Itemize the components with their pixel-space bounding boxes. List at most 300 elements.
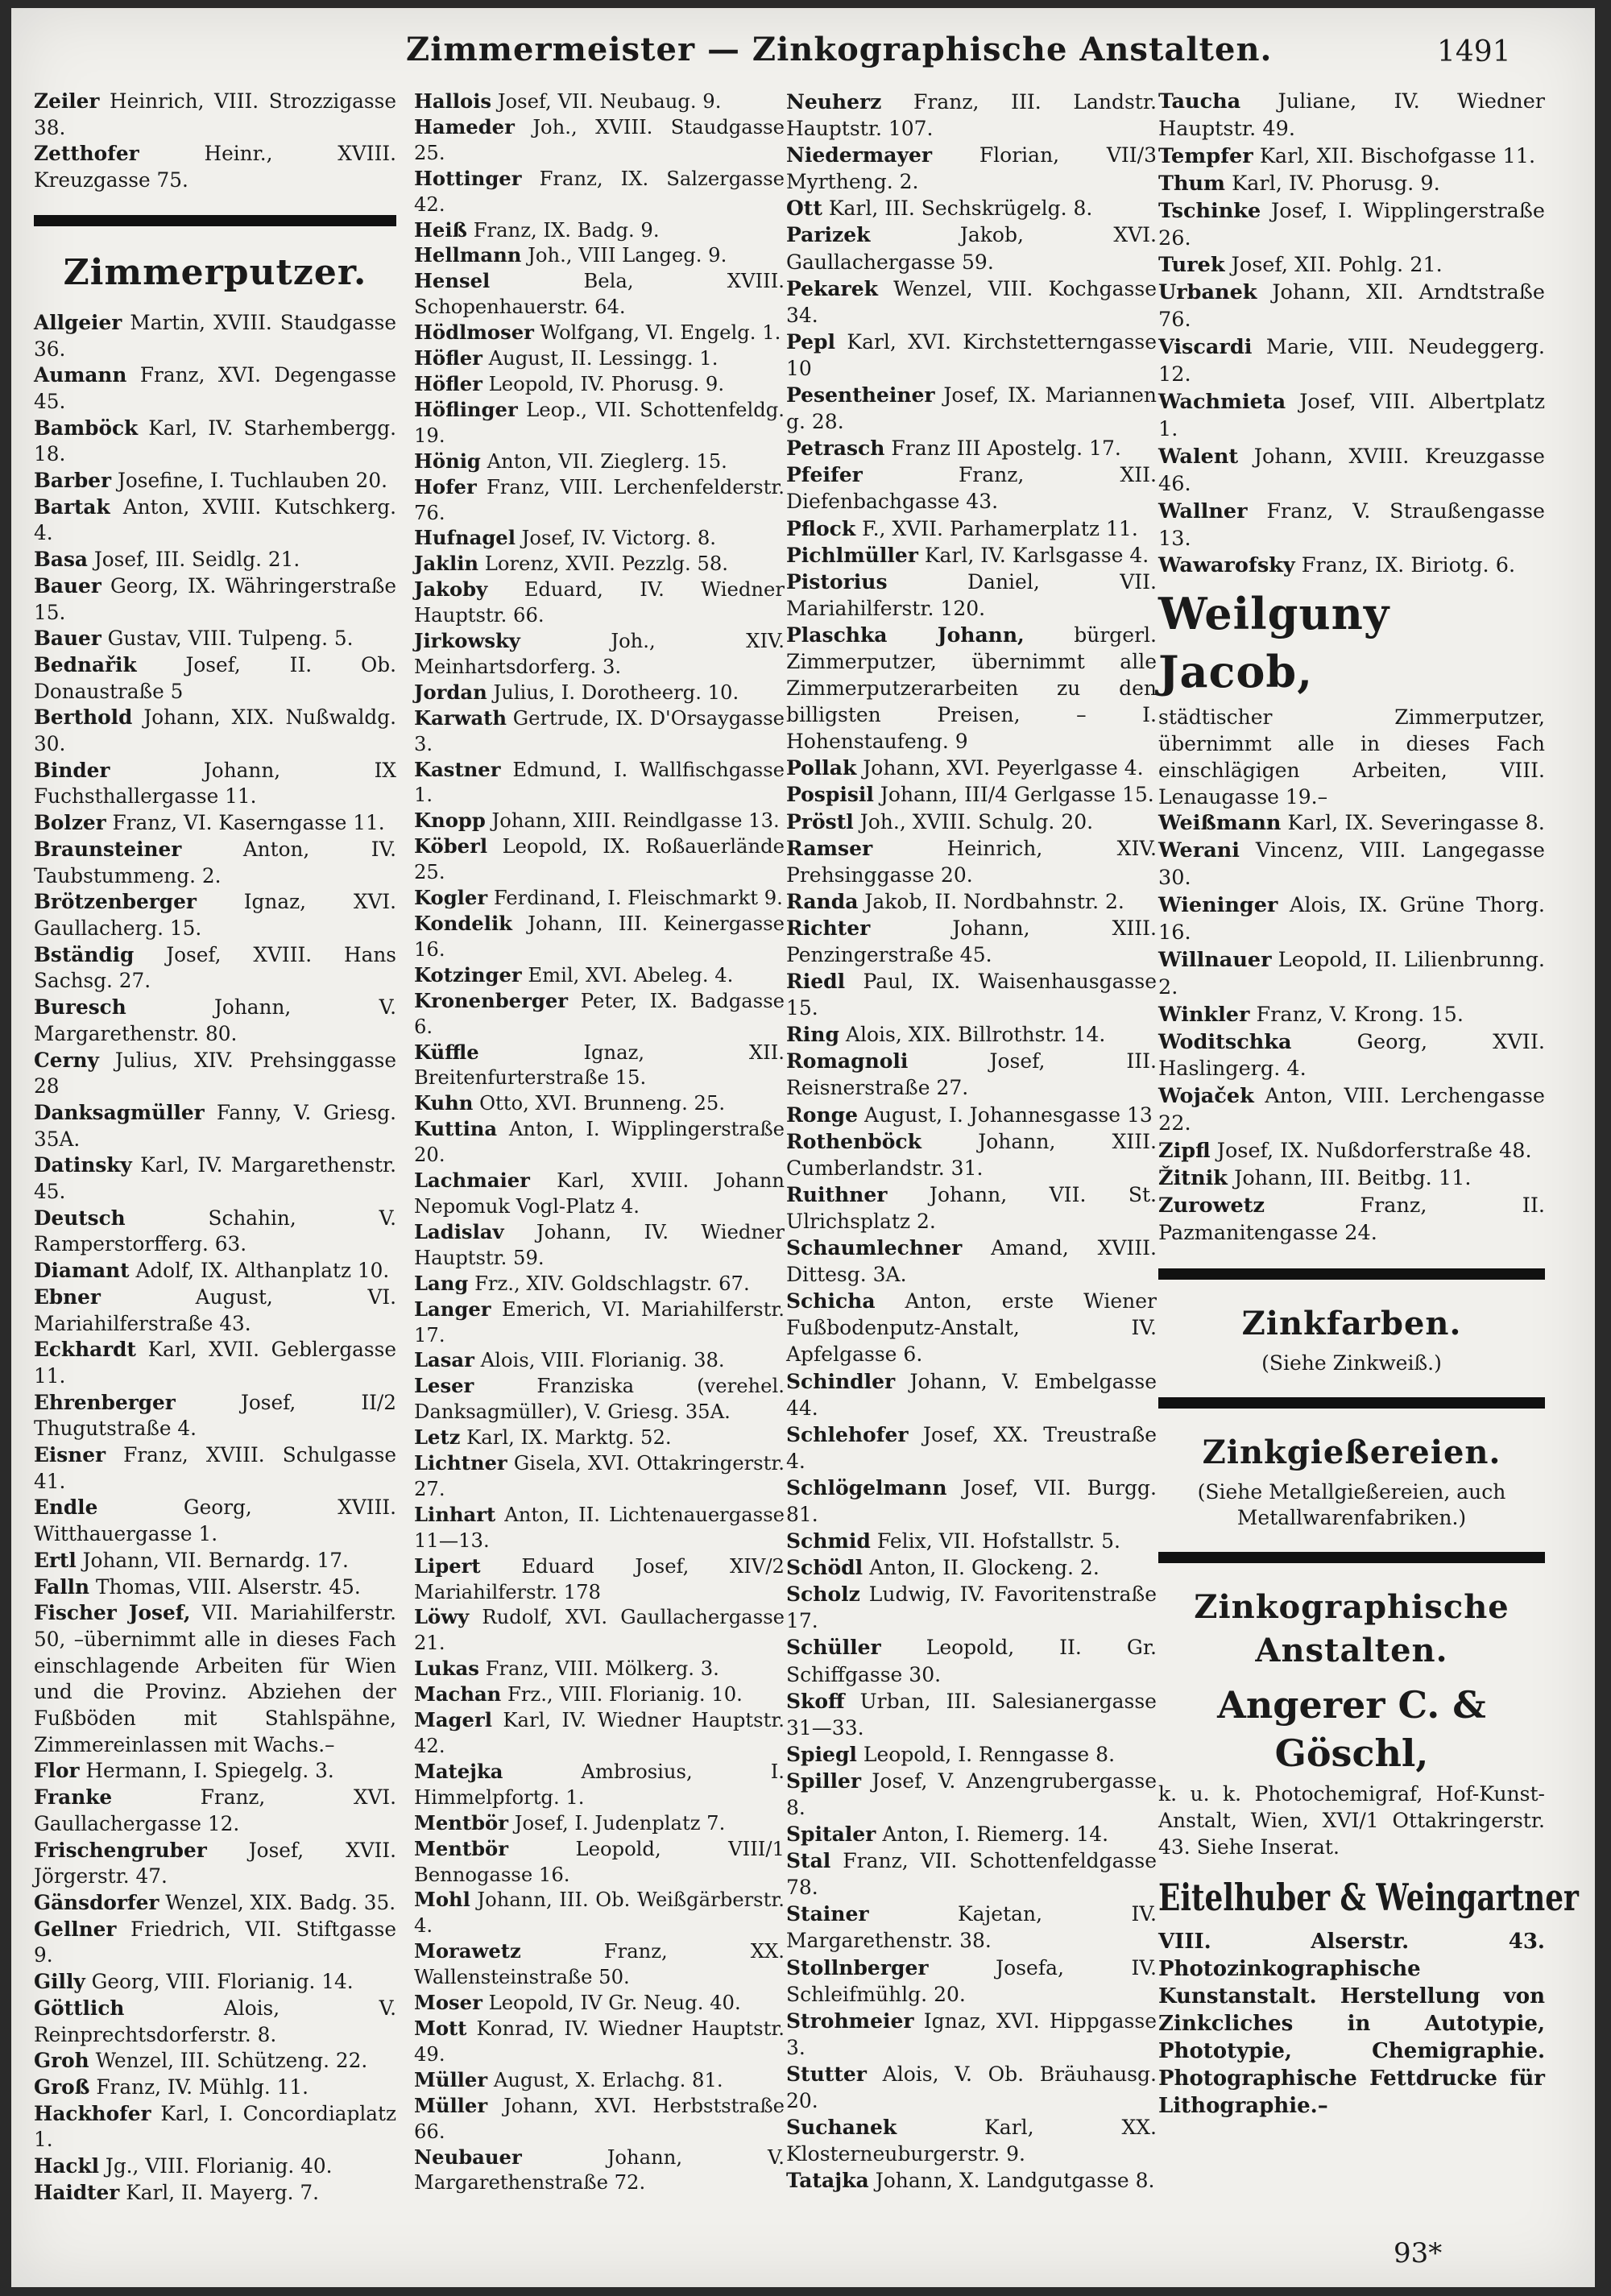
entry-address: Johann, X. Landgutgasse 8. bbox=[875, 2169, 1155, 2193]
directory-entry bbox=[786, 1128, 1157, 1181]
entry-address: Wenzel, III. Schützeng. 22. bbox=[95, 2049, 368, 2073]
entry-address: Ferdinand, I. Fleischmarkt 9. bbox=[493, 886, 783, 910]
directory-entry bbox=[786, 461, 1157, 515]
directory-entry bbox=[1158, 171, 1545, 198]
entry-address: Amand, XVIII. Dittesg. 3A. bbox=[786, 1236, 1158, 1287]
entry-address: Ignaz, XII. Breitenfurterstraße 15. bbox=[414, 1040, 785, 1090]
entry-name: Schaumlechner bbox=[786, 1236, 963, 1260]
entry-address: Fanny, V. Griesg. 35A. bbox=[34, 1100, 396, 1151]
entry-address: Franz, IV. Mühlg. 11. bbox=[96, 2075, 309, 2099]
directory-entry bbox=[1158, 252, 1545, 279]
directory-entry bbox=[786, 195, 1157, 221]
entry-address: August, I. Johannesgasse 13 bbox=[863, 1102, 1153, 1127]
directory-entry bbox=[34, 1996, 396, 2048]
entry-name: Hellmann bbox=[414, 243, 522, 267]
directory-entry bbox=[34, 810, 396, 837]
entry-name: Pospisil bbox=[786, 783, 874, 807]
entry-address: Jg., VIII. Florianig. 40. bbox=[105, 2154, 333, 2178]
entry-address: Josef, XVII. Jörgerstr. 47. bbox=[34, 1838, 396, 1889]
entry-address: Josef, I. Wipplingerstraße 26. bbox=[1158, 198, 1546, 250]
entry-name: Höflinger bbox=[414, 397, 518, 421]
entry-address: Franz, XVI. Gaullachergasse 12. bbox=[34, 1785, 396, 1835]
directory-entry bbox=[414, 1373, 785, 1425]
entry-name: Romagnoli bbox=[786, 1049, 909, 1074]
directory-entry bbox=[34, 362, 396, 415]
entry-address: Franz, IX. Biriotg. 6. bbox=[1301, 553, 1516, 578]
entry-address: Anton, II. Glockeng. 2. bbox=[869, 1556, 1100, 1580]
entry-name: Moser bbox=[414, 1991, 482, 2015]
entry-address: Josef, XX. Treustraße 4. bbox=[786, 1422, 1157, 1473]
entry-address: Johann, V. Embelgasse 44. bbox=[786, 1369, 1157, 1420]
page-number: 1491 bbox=[1437, 35, 1511, 68]
directory-entry bbox=[414, 757, 785, 809]
entry-name: Löwy bbox=[414, 1605, 470, 1629]
entry-address: Gertrude, IX. D'Orsaygasse 3. bbox=[414, 705, 785, 755]
entry-name: Stainer bbox=[786, 1902, 869, 1926]
entry-name: Pichlmüller bbox=[786, 543, 918, 567]
entry-address: Georg, IX. Währingerstraße 15. bbox=[34, 573, 397, 624]
entry-name: Žitnik bbox=[1158, 1166, 1228, 1191]
entry-address: Karl, XVI. Kirchstetterngasse 10 bbox=[786, 329, 1157, 380]
entry-address: Anton, VIII. Lerchengasse 22. bbox=[1158, 1084, 1546, 1136]
directory-entry bbox=[34, 1152, 396, 1205]
entry-address: Bela, XVIII. Schopenhauerstr. 64. bbox=[414, 269, 785, 319]
directory-entry bbox=[786, 1768, 1157, 1821]
directory-entry bbox=[414, 1297, 785, 1348]
directory-entry bbox=[34, 1495, 396, 1547]
entry-address: Johann, XVIII. Kreuzgasse 46. bbox=[1158, 444, 1545, 496]
directory-entry bbox=[414, 320, 785, 345]
entry-address: Joh., XVIII. Schulg. 20. bbox=[859, 809, 1094, 834]
entry-name: Allgeier bbox=[34, 310, 122, 334]
entry-name: Viscardi bbox=[1158, 335, 1253, 360]
entry-name: Thum bbox=[1158, 171, 1226, 196]
directory-entry bbox=[34, 468, 396, 494]
entry-name: Aumann bbox=[34, 363, 127, 387]
entry-name: Schlögelmann bbox=[786, 1475, 947, 1500]
entry-name: Pflock bbox=[786, 516, 856, 540]
entry-name: Höfler bbox=[414, 371, 482, 395]
directory-entry bbox=[34, 141, 396, 193]
entry-address: Karl, II. Mayerg. 7. bbox=[126, 2180, 319, 2204]
directory-entry bbox=[414, 628, 785, 680]
entry-address: Josefine, I. Tuchlauben 20. bbox=[117, 469, 388, 493]
entry-name: Pekarek bbox=[786, 276, 878, 300]
entry-name: Stollnberger bbox=[786, 1955, 929, 1980]
entry-address: Karl, I. Concordiaplatz 1. bbox=[34, 2101, 396, 2152]
entry-name: Parizek bbox=[786, 223, 871, 247]
directory-entry bbox=[786, 1955, 1157, 2008]
entry-address: Johann, III. Ob. Weißgärberstr. 4. bbox=[414, 1888, 785, 1938]
column-4 bbox=[1158, 89, 1579, 2120]
entry-name: Zurowetz bbox=[1158, 1194, 1265, 1218]
entry-name: Höfler bbox=[414, 346, 482, 370]
entry-address: Eduard Josef, XIV/2 Mariahilferstr. 178 bbox=[414, 1553, 785, 1603]
entry-name: Neubauer bbox=[414, 2145, 522, 2169]
entry-name: Winkler bbox=[1158, 1002, 1250, 1027]
page-header bbox=[11, 19, 1595, 84]
entry-name: Lichtner bbox=[414, 1451, 507, 1475]
directory-entry bbox=[34, 2048, 396, 2075]
directory-entry bbox=[786, 1021, 1157, 1048]
entry-address: Johann, XIII. Reindlgasse 13. bbox=[491, 809, 780, 833]
advertisement-name: Eitelhuber & Weingartner bbox=[1158, 1875, 1579, 1919]
entry-name: Matejka bbox=[414, 1759, 503, 1783]
directory-entry bbox=[1158, 279, 1545, 334]
entry-address: Felix, VII. Hofstallstr. 5. bbox=[876, 1529, 1121, 1553]
entry-name: Mott bbox=[414, 2016, 467, 2040]
entry-address: Vincenz, VIII. Langegasse 30. bbox=[1158, 838, 1545, 891]
entry-name: Ramser bbox=[786, 836, 873, 860]
entry-name: Braunsteiner bbox=[34, 837, 182, 861]
entry-name: Gänsdorfer bbox=[34, 1891, 159, 1914]
entry-name: Mohl bbox=[414, 1888, 470, 1912]
entry-name: Lukas bbox=[414, 1657, 479, 1681]
directory-entry bbox=[1158, 444, 1545, 499]
directory-entry bbox=[786, 2167, 1157, 2194]
entry-name: Bamböck bbox=[34, 416, 139, 440]
entry-name: Pollak bbox=[786, 756, 857, 780]
directory-entry bbox=[34, 1917, 396, 1969]
entry-name: Tatajka bbox=[786, 2169, 869, 2193]
directory-entry bbox=[786, 1688, 1157, 1741]
directory-entry bbox=[1158, 810, 1545, 838]
entry-address: Joh., XVIII. Staudgasse 25. bbox=[414, 114, 785, 164]
entry-name: Kotzinger bbox=[414, 962, 522, 987]
entry-address: Anton, I. Wipplingerstraße 20. bbox=[414, 1117, 785, 1167]
entry-name: Zipfl bbox=[1158, 1139, 1211, 1164]
entry-address: Ludwig, IV. Favoritenstraße 17. bbox=[786, 1582, 1157, 1633]
section-divider bbox=[1158, 1397, 1545, 1409]
entry-address: Otto, XVI. Brunneng. 25. bbox=[479, 1091, 726, 1115]
directory-entry bbox=[786, 968, 1157, 1021]
directory-entry bbox=[414, 808, 785, 834]
directory-entry bbox=[34, 1890, 396, 1917]
directory-entry bbox=[786, 915, 1157, 968]
entry-name: Müller bbox=[414, 2067, 488, 2091]
entry-name: Datinsky bbox=[34, 1153, 132, 1177]
directory-entry bbox=[414, 2016, 785, 2067]
running-head: Zimmermeister — Zinkographische Anstalten. bbox=[406, 31, 1273, 68]
entry-name: Haidter bbox=[34, 2180, 120, 2204]
entry-name: Pepl bbox=[786, 329, 836, 354]
directory-entry bbox=[786, 1235, 1157, 1288]
entry-name: Werani bbox=[1158, 838, 1240, 863]
directory-entry bbox=[414, 1990, 785, 2016]
entry-address: Leopold, II. Lilienbrunng. 2. bbox=[1158, 947, 1545, 999]
entry-address: Johann, XIII. Penzingerstraße 45. bbox=[786, 916, 1158, 966]
directory-entry bbox=[414, 1707, 785, 1759]
directory-entry bbox=[34, 573, 396, 626]
entry-address: Anton, VII. Zieglerg. 15. bbox=[487, 449, 727, 473]
directory-entry bbox=[34, 1285, 396, 1337]
entry-name: Ehrenberger bbox=[34, 1390, 176, 1414]
entry-address: Karl, IV. Wiedner Hauptstr. 42. bbox=[414, 1708, 785, 1757]
directory-entry bbox=[414, 371, 785, 397]
directory-entry bbox=[414, 680, 785, 705]
entry-name: Tempfer bbox=[1158, 143, 1253, 168]
entry-address: Adolf, IX. Althanplatz 10. bbox=[135, 1259, 390, 1283]
column-3 bbox=[786, 89, 1157, 2194]
directory-entry bbox=[1158, 1165, 1545, 1193]
directory-entry bbox=[786, 1554, 1157, 1581]
entry-address: Leop., VII. Schottenfeldg. 19. bbox=[414, 397, 785, 447]
entry-name: Müller bbox=[414, 2093, 488, 2117]
entry-name: Groh bbox=[34, 2049, 89, 2073]
entry-address: Johann, V. Margarethenstr. 80. bbox=[34, 995, 396, 1045]
directory-entry bbox=[1158, 89, 1545, 143]
directory-entry bbox=[414, 577, 785, 628]
directory-entry bbox=[34, 995, 396, 1047]
entry-address: Joh., XIV. Meinhartsdorferg. 3. bbox=[414, 629, 785, 678]
entry-address: Alois, V. Ob. Bräuhausg. 20. bbox=[786, 2062, 1157, 2113]
directory-entry bbox=[34, 837, 396, 889]
directory-entry bbox=[786, 89, 1157, 142]
entry-name: Ertl bbox=[34, 1548, 77, 1572]
directory-entry bbox=[34, 1442, 396, 1495]
entry-address: Friedrich, VII. Stiftgasse 9. bbox=[34, 1917, 396, 1967]
column-2 bbox=[414, 89, 785, 2195]
directory-entry bbox=[786, 569, 1157, 622]
entry-name: Neuherz bbox=[786, 90, 882, 114]
entry-address: Karl, IV. Phorusg. 9. bbox=[1232, 171, 1440, 196]
entry-address: Franz, VIII. Lerchenfelderstr. 76. bbox=[414, 474, 785, 524]
entry-name: Eckhardt bbox=[34, 1338, 136, 1362]
entry-address: Franz, III. Landstr. Hauptstr. 107. bbox=[786, 90, 1157, 141]
directory-entry bbox=[786, 622, 1157, 755]
entry-address: Anton, XVIII. Kutschkerg. 4. bbox=[34, 494, 396, 545]
entry-name: Heiß bbox=[414, 217, 467, 242]
entry-name: Strohmeier bbox=[786, 2008, 914, 2033]
directory-entry bbox=[414, 1810, 785, 1836]
directory-entry bbox=[34, 494, 396, 547]
entry-name: Binder bbox=[34, 758, 110, 782]
entry-name: Weißmann bbox=[1158, 811, 1282, 836]
directory-entry bbox=[1158, 838, 1545, 892]
directory-entry bbox=[786, 435, 1157, 461]
entry-address: Eduard, IV. Wiedner Hauptstr. 66. bbox=[414, 577, 785, 627]
entry-address: Marie, VIII. Neudeggerg. 12. bbox=[1158, 335, 1546, 387]
entry-name: Linhart bbox=[414, 1502, 496, 1526]
directory-entry bbox=[414, 834, 785, 885]
directory-entry bbox=[34, 942, 396, 995]
directory-entry bbox=[34, 1548, 396, 1574]
directory-entry bbox=[786, 1181, 1157, 1235]
entry-name: Scholz bbox=[786, 1582, 860, 1607]
entry-address: Johann, VII. St. Ulrichsplatz 2. bbox=[786, 1182, 1157, 1233]
directory-entry bbox=[414, 217, 785, 243]
entry-address: Johann, IV. Wiedner Hauptstr. 59. bbox=[414, 1219, 785, 1269]
entry-name: Lachmaier bbox=[414, 1169, 530, 1193]
entry-address: Konrad, IV. Wiedner Hauptstr. 49. bbox=[414, 2016, 785, 2066]
directory-entry bbox=[1158, 1138, 1545, 1165]
entry-name: Magerl bbox=[414, 1708, 492, 1732]
entry-address: Karl, IV. Starhembergg. 18. bbox=[34, 416, 396, 466]
directory-entry bbox=[414, 1836, 785, 1888]
directory-entry bbox=[414, 988, 785, 1040]
section-heading: Zimmerputzer. bbox=[63, 251, 367, 293]
entry-address: Josefa, IV. Schleifmühlg. 20. bbox=[786, 1955, 1157, 2006]
directory-entry bbox=[34, 652, 396, 705]
entry-address: Johann, XIX. Nußwaldg. 30. bbox=[34, 705, 396, 756]
directory-entry bbox=[34, 1600, 396, 1758]
entry-address: Kajetan, IV. Margarethenstr. 38. bbox=[786, 1902, 1157, 1953]
entry-name: Mentbör bbox=[414, 1836, 509, 1860]
directory-entry bbox=[786, 1048, 1157, 1101]
directory-entry bbox=[786, 809, 1157, 835]
entry-address: Emil, XVI. Abeleg. 4. bbox=[528, 962, 734, 987]
entry-name: Karwath bbox=[414, 705, 507, 730]
entry-address: Josef, II. Ob. Donaustraße 5 bbox=[34, 652, 396, 703]
entry-address: Alois, IX. Grüne Thorg. 16. bbox=[1158, 893, 1546, 945]
entry-address: Georg, VIII. Florianig. 14. bbox=[91, 1970, 354, 1994]
directory-entry bbox=[414, 89, 785, 114]
entry-address: Franz, VIII. Mölkerg. 3. bbox=[485, 1657, 719, 1681]
entry-address: Wenzel, XIX. Badg. 35. bbox=[165, 1891, 396, 1914]
directory-entry bbox=[786, 1741, 1157, 1768]
entry-name: Spiller bbox=[786, 1769, 862, 1793]
directory-entry bbox=[786, 515, 1157, 542]
directory-entry bbox=[786, 1581, 1157, 1634]
advertisement-text: VIII. Alserstr. 43. Photozinkographische Kunstanstalt. Herstellung von Zinkcliches in Autotypie, Phototypie, Chemigraphie. Photographische Fettdrucke für Lithographie.– bbox=[1158, 1929, 1545, 2118]
section-divider bbox=[34, 215, 396, 226]
entry-name: Flor bbox=[34, 1759, 80, 1783]
entry-name: Ring bbox=[786, 1023, 839, 1047]
entry-name: Zeiler bbox=[34, 89, 100, 113]
entry-address: Jakob, XVI. Gaullachergasse 59. bbox=[786, 223, 1158, 274]
directory-entry bbox=[414, 474, 785, 526]
entry-name: Knopp bbox=[414, 809, 486, 833]
entry-address: Ignaz, XVI. Hippgasse 3. bbox=[786, 2008, 1157, 2059]
directory-entry bbox=[786, 1901, 1157, 1954]
entry-address: Paul, IX. Waisenhausgasse 15. bbox=[786, 970, 1157, 1020]
entry-name: Deutsch bbox=[34, 1206, 126, 1230]
directory-entry bbox=[414, 551, 785, 577]
entry-address: Wenzel, VIII. Kochgasse 34. bbox=[786, 276, 1157, 327]
advertisement-name: Weilguny Jacob, bbox=[1158, 588, 1390, 698]
directory-entry bbox=[34, 1969, 396, 1996]
entry-address: Josef, II/2 Thugutstraße 4. bbox=[34, 1390, 396, 1441]
entry-address: Karl, III. Sechskrügelg. 8. bbox=[828, 197, 1093, 221]
entry-name: Suchanek bbox=[786, 2116, 897, 2140]
directory-entry bbox=[34, 758, 396, 810]
entry-name: Berthold bbox=[34, 705, 133, 730]
entry-address: Karl, IX. Severingasse 8. bbox=[1287, 811, 1545, 836]
entry-name: Diamant bbox=[34, 1259, 130, 1283]
entry-address: Josef, IV. Victorg. 8. bbox=[521, 526, 716, 550]
directory-entry bbox=[786, 329, 1157, 382]
directory-entry bbox=[34, 89, 396, 141]
entry-name: Falln bbox=[34, 1574, 90, 1599]
directory-entry bbox=[414, 1271, 785, 1297]
directory-entry bbox=[414, 268, 785, 320]
advertisement-name: Angerer C. & Göschl, bbox=[1217, 1682, 1486, 1775]
entry-name: Hackhofer bbox=[34, 2101, 151, 2125]
directory-entry bbox=[34, 2101, 396, 2153]
entry-name: Kuhn bbox=[414, 1091, 474, 1115]
entry-address: Josef, IX. Nußdorferstraße 48. bbox=[1216, 1139, 1532, 1164]
entry-name: Leser bbox=[414, 1374, 474, 1398]
entry-address: Heinrich, VIII. Strozzigasse 38. bbox=[34, 89, 396, 139]
entry-address: Ignaz, XVI. Gaullacherg. 15. bbox=[34, 890, 396, 940]
directory-entry bbox=[1158, 1002, 1545, 1029]
entry-address: Alois, VIII. Florianig. 38. bbox=[480, 1348, 725, 1372]
entry-address: Johann, III. Beitbg. 11. bbox=[1234, 1166, 1472, 1191]
entry-address: Urban, III. Salesianergasse 31—33. bbox=[786, 1689, 1157, 1740]
signature-mark: 93* bbox=[1394, 2237, 1443, 2269]
directory-entry bbox=[414, 114, 785, 166]
entry-address: bürgerl. Zimmerputzer, übernimmt alle Zimmerputzerarbeiten zu den billigsten Preisen, – I. Hohenstaufeng. 9 bbox=[786, 623, 1157, 754]
entry-name: Bauer bbox=[34, 573, 101, 598]
entry-name: Wawarofsky bbox=[1158, 553, 1295, 578]
entry-name: Wojaček bbox=[1158, 1084, 1254, 1109]
entry-name: Ott bbox=[786, 197, 822, 221]
entry-address: Wolfgang, VI. Engelg. 1. bbox=[540, 321, 781, 345]
entry-address: Anton, IV. Taubstummeng. 2. bbox=[34, 837, 396, 887]
entry-address: Johann, XIII. Cumberlandstr. 31. bbox=[786, 1129, 1157, 1180]
entry-address: Julius, XIV. Prehsinggasse 28 bbox=[34, 1048, 396, 1098]
entry-name: Franke bbox=[34, 1785, 113, 1810]
entry-name: Frischengruber bbox=[34, 1838, 207, 1862]
entry-address: Josef, XVIII. Hans Sachsg. 27. bbox=[34, 942, 396, 993]
entry-address: Leopold, IV. Phorusg. 9. bbox=[488, 371, 725, 395]
directory-entry bbox=[786, 142, 1157, 195]
directory-entry bbox=[786, 1847, 1157, 1901]
directory-entry bbox=[786, 1368, 1157, 1421]
entry-address: Anton, erste Wiener Fußbodenputz-Anstalt, IV. Apfelgasse 6. bbox=[786, 1289, 1157, 1367]
entry-name: Jaklin bbox=[414, 552, 479, 576]
entry-address: Julius, I. Dorotheerg. 10. bbox=[493, 680, 739, 704]
directory-entry bbox=[786, 1102, 1157, 1128]
entry-name: Wieninger bbox=[1158, 893, 1278, 918]
entry-name: Jakoby bbox=[414, 577, 488, 602]
entry-name: Hameder bbox=[414, 114, 515, 139]
directory-entry bbox=[414, 1502, 785, 1553]
entry-address: Johann, V. Margarethenstraße 72. bbox=[414, 2145, 785, 2195]
entry-name: Bolzer bbox=[34, 811, 106, 835]
section-cross-reference: (Siehe Zinkweiß.) bbox=[1261, 1351, 1442, 1375]
entry-name: Ladislav bbox=[414, 1219, 504, 1243]
entry-name: Schlehofer bbox=[786, 1422, 909, 1446]
entry-address: Karl, IV. Karlsgasse 4. bbox=[924, 543, 1149, 567]
entry-name: Hallois bbox=[414, 89, 492, 113]
entry-name: Spiegl bbox=[786, 1742, 857, 1766]
entry-name: Eisner bbox=[34, 1443, 106, 1467]
directory-entry bbox=[414, 1604, 785, 1656]
directory-entry bbox=[414, 1938, 785, 1990]
entry-name: Schmid bbox=[786, 1529, 871, 1553]
entry-name: Riedl bbox=[786, 970, 846, 994]
entry-address: Karl, XVII. Geblergasse 11. bbox=[34, 1338, 396, 1388]
entry-address: Ambrosius, I. Himmelpfortg. 1. bbox=[414, 1759, 785, 1809]
directory-entry bbox=[414, 242, 785, 268]
directory-entry bbox=[414, 1347, 785, 1373]
directory-entry bbox=[414, 2145, 785, 2196]
directory-entry bbox=[1158, 198, 1545, 253]
entry-address: Johann, III. Keinergasse 16. bbox=[414, 912, 785, 961]
entry-name: Mentbör bbox=[414, 1810, 509, 1835]
directory-entry bbox=[34, 1100, 396, 1152]
entry-address: Franz, XII. Diefenbachgasse 43. bbox=[786, 463, 1157, 514]
entry-name: Kondelik bbox=[414, 912, 512, 935]
entry-name: Lipert bbox=[414, 1553, 481, 1578]
entry-address: Karl, IV. Margarethenstr. 45. bbox=[34, 1153, 396, 1204]
directory-entry bbox=[786, 2061, 1157, 2114]
entry-address: Alois, V. Reinprechtsdorferstr. 8. bbox=[34, 1996, 396, 2046]
directory-entry bbox=[414, 911, 785, 962]
entry-address: Leopold, IX. Roßauerlände 25. bbox=[414, 834, 785, 884]
directory-entry bbox=[34, 416, 396, 468]
